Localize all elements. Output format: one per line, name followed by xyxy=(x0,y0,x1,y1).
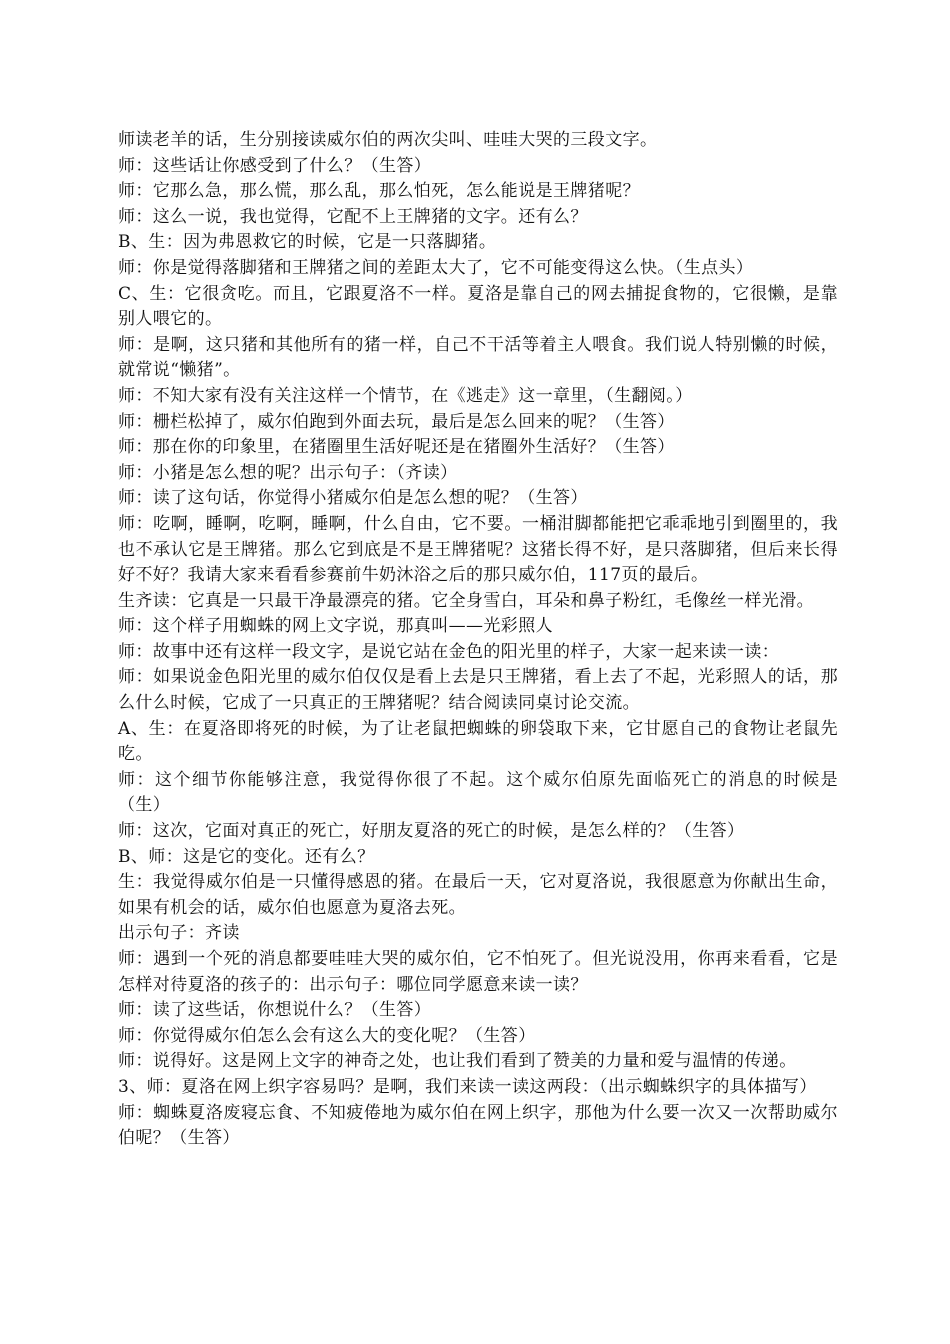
paragraph: 师：它那么急，那么慌，那么乱，那么怕死，怎么能说是王牌猪呢？ xyxy=(118,181,640,202)
paragraph: 师：故事中还有这样一段文字，是说它站在金色的阳光里的样子，大家一起来读一读： xyxy=(118,641,780,662)
paragraph: 师：读了这些话，你想说什么？（生答） xyxy=(118,1000,432,1021)
paragraph: 师：这么一说，我也觉得，它配不上王牌猪的文字。还有么？ xyxy=(118,206,588,227)
paragraph: A、生：在夏洛即将死的时候，为了让老鼠把蜘蛛的卵袋取下来，它甘愿自己的食物让老鼠先吃。 xyxy=(118,718,838,765)
paragraph: 师：这些话让你感受到了什么？（生答） xyxy=(118,155,432,176)
paragraph: 师：你是觉得落脚猪和王牌猪之间的差距太大了，它不可能变得这么快。（生点头） xyxy=(118,257,754,278)
paragraph: 师：你觉得威尔伯怎么会有这么大的变化呢？（生答） xyxy=(118,1025,536,1046)
paragraph: B、师：这是它的变化。还有么？ xyxy=(118,846,375,867)
paragraph: 师：吃啊，睡啊，吃啊，睡啊，什么自由，它不要。一桶泔脚都能把它乖乖地引到圈里的，我也不承认它是王牌猪。那么它到底是不是王牌猪呢？这猪长得不好，是只落脚猪，但后来长得好不好？我请大家来看看参赛前牛奶沐浴之后的那只威尔伯，117页的最后。 xyxy=(118,513,838,586)
paragraph: 生齐读：它真是一只最干净最漂亮的猪。它全身雪白，耳朵和鼻子粉红，毛像丝一样光滑。 xyxy=(118,590,814,611)
paragraph: 师：小猪是怎么想的呢？出示句子：（齐读） xyxy=(118,462,458,483)
paragraph: C、生：它很贪吃。而且，它跟夏洛不一样。夏洛是靠自己的网去捕捉食物的，它很懒，是靠别人喂它的。 xyxy=(118,283,838,330)
paragraph: 师：栅栏松掉了，威尔伯跑到外面去玩，最后是怎么回来的呢？（生答） xyxy=(118,411,675,432)
paragraph: 师：这次，它面对真正的死亡，好朋友夏洛的死亡的时候，是怎么样的？（生答） xyxy=(118,821,745,842)
paragraph: 师：那在你的印象里，在猪圈里生活好呢还是在猪圈外生活好？（生答） xyxy=(118,437,675,458)
paragraph: 师：如果说金色阳光里的威尔伯仅仅是看上去是只王牌猪，看上去了不起，光彩照人的话，那么什么时候，它成了一只真正的王牌猪呢？结合阅读同桌讨论交流。 xyxy=(118,667,838,714)
paragraph: 师：遇到一个死的消息都要哇哇大哭的威尔伯，它不怕死了。但光说没用，你再来看看，它是怎样对待夏洛的孩子的：出示句子：哪位同学愿意来读一读？ xyxy=(118,949,838,995)
paragraph: 师读老羊的话，生分别接读威尔伯的两次尖叫、哇哇大哭的三段文字。 xyxy=(118,130,658,150)
paragraph: 师：是啊，这只猪和其他所有的猪一样，自己不干活等着主人喂食。我们说人特别懒的时候，就常说“懒猪”。 xyxy=(118,334,838,381)
paragraph: 师：说得好。这是网上文字的神奇之处，也让我们看到了赞美的力量和爱与温情的传递。 xyxy=(118,1051,797,1072)
paragraph: B、生：因为弗恩救它的时候，它是一只落脚猪。 xyxy=(118,232,497,253)
paragraph: 师：蜘蛛夏洛废寝忘食、不知疲倦地为威尔伯在网上织字，那他为什么要一次又一次帮助威尔伯呢？（生答） xyxy=(118,1102,838,1149)
paragraph: 3、师：夏洛在网上织字容易吗？是啊，我们来读一读这两段：（出示蜘蛛织字的具体描写） xyxy=(118,1076,817,1097)
paragraph: 师：这个样子用蜘蛛的网上文字说，那真叫——光彩照人 xyxy=(118,616,553,637)
paragraph: 师：不知大家有没有关注这样一个情节，在《逃走》这一章里，（生翻阅。） xyxy=(118,385,693,406)
paragraph: 师：这个细节你能够注意，我觉得你很了不起。这个威尔伯原先面临死亡的消息的时候是（生） xyxy=(118,769,838,816)
paragraph: 师：读了这句话，你觉得小猪威尔伯是怎么想的呢？（生答） xyxy=(118,488,588,509)
paragraph: 生：我觉得威尔伯是一只懂得感恩的猪。在最后一天，它对夏洛说，我很愿意为你献出生命，如果有机会的话，威尔伯也愿意为夏洛去死。 xyxy=(118,872,838,918)
lesson-transcript-body xyxy=(118,128,838,1152)
paragraph: 出示句子：齐读 xyxy=(118,923,240,944)
